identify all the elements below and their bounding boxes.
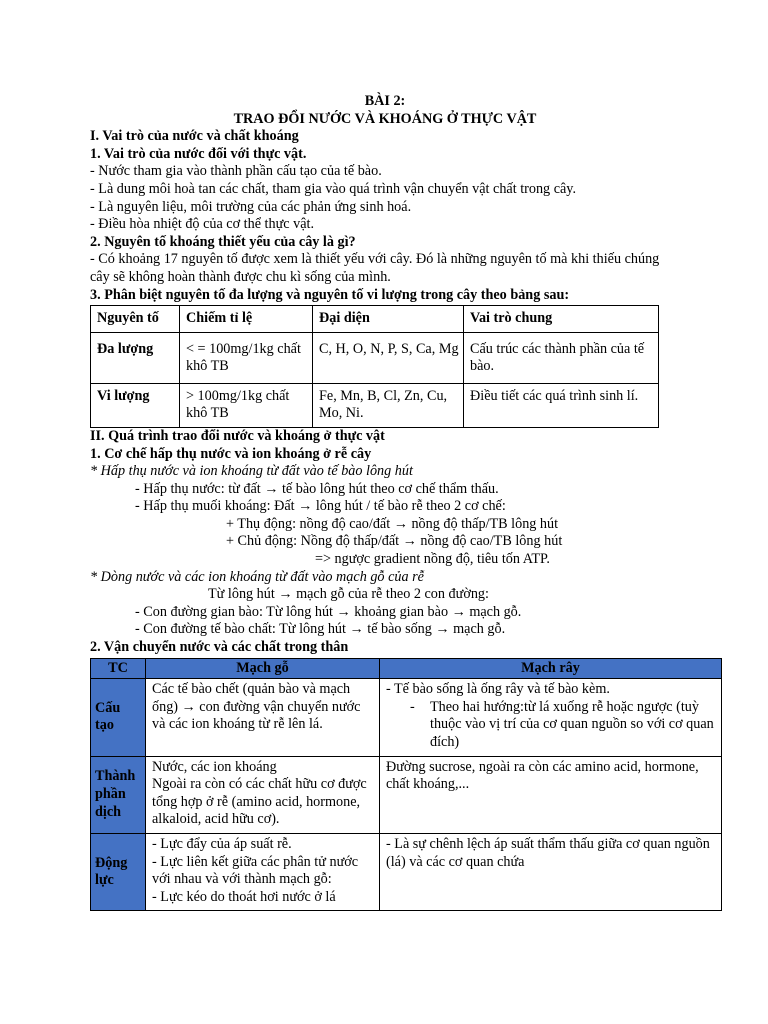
table-row [91,833,722,910]
table-row [91,679,722,756]
table-header-cell: Vai trò chung [464,306,659,333]
row-label: Động lực [91,833,146,910]
cell-line: Ngoài ra còn có các chất hữu cơ được tổng hợp ở rễ (amino acid, hormone, alkaloid, acid hữu cơ). [152,776,367,828]
table-cell: Vi lượng [91,383,180,427]
section-2-heading: II. Quá trình trao đổi nước và khoáng ở thực vật [90,427,385,444]
cell-bullet-line [386,699,717,752]
row-label: Cấu tạo [91,679,146,756]
table-header-cell: Đại diện [313,306,464,333]
document-page [90,93,714,911]
cell-line: - Lực kéo do thoát hơi nước ở lá [152,888,336,905]
section-2-2-heading: 2. Vận chuyển nước và các chất trong thân [90,639,349,656]
water-role-line: - Nước tham gia vào thành phần cấu tạo của tế bào. [90,163,382,180]
cell-line: Nước, các ion khoáng [152,758,277,775]
table-cell: Đường sucrose, ngoài ra còn các amino acid, hormone, chất khoáng,... [380,756,722,833]
table-header-cell: TC [91,658,146,679]
section-1-3-heading: 3. Phân biệt nguyên tố đa lượng và nguyên tố vi lượng trong cây theo bảng sau: [90,286,570,303]
table-cell: Các tế bào chết (quản bào và mạch ống) → con đường vận chuyển nước và các ion khoáng từ rễ lên lá. [146,679,380,756]
table-header-cell: Chiếm tỉ lệ [180,306,313,333]
essential-elements-text: - Có khoảng 17 nguyên tố được xem là thiết yếu với cây. Đó là những nguyên tố mà khi thiếu chúng cây sẽ không hoàn thành được chu kì sống của mình. [90,251,660,285]
table-cell: Cấu trúc các thành phần của tế bào. [464,332,659,383]
elements-table [90,305,659,428]
table-cell [146,756,380,833]
section-2-1-heading: 1. Cơ chế hấp thụ nước và ion khoáng ở rễ cây [90,445,372,462]
absorption-line: + Thụ động: nồng độ cao/đất → nồng độ thấp/TB lông hút [226,515,559,532]
bullet-dash: - [410,698,415,715]
water-role-line: - Điều hòa nhiệt độ của cơ thể thực vật. [90,216,314,233]
table-header-cell: Nguyên tố [91,306,180,333]
table-row [91,332,659,383]
transport-table [90,658,722,912]
table-header-cell: Mạch gỗ [146,658,380,679]
flow-line: - Con đường gian bào: Từ lông hút → khoảng gian bào → mạch gỗ. [135,603,522,620]
lesson-number: BÀI 2: [364,93,406,109]
table-cell [146,833,380,910]
cell-line: - Tế bào sống là ống rây và tế bào kèm. [386,681,610,698]
section-1-1-heading: 1. Vai trò của nước đối với thực vật. [90,145,307,162]
cell-line: - Lực đẩy của áp suất rễ. [152,835,292,852]
absorption-subheading: * Hấp thụ nước và ion khoáng từ đất vào tế bào lông hút [90,463,413,480]
row-label: Thành phần dịch [91,756,146,833]
table-cell: < = 100mg/1kg chất khô TB [180,332,313,383]
table-row [91,756,722,833]
table-row [91,383,659,427]
flow-subheading: * Dòng nước và các ion khoáng từ đất vào mạch gỗ của rễ [90,568,424,585]
table-cell: - Là sự chênh lệch áp suất thẩm thấu giữa cơ quan nguồn (lá) và các cơ quan chứa [380,833,722,910]
absorption-line: => ngược gradient nồng độ, tiêu tốn ATP. [315,551,550,568]
table-cell: Fe, Mn, B, Cl, Zn, Cu, Mo, Ni. [313,383,464,427]
cell-line: - Lực liên kết giữa các phân tử nước với nhau và với thành mạch gỗ: [152,853,359,888]
lesson-title: TRAO ĐỔI NƯỚC VÀ KHOÁNG Ở THỰC VẬT [233,110,537,127]
absorption-line: - Hấp thụ nước: từ đất → tế bào lông hút theo cơ chế thẩm thấu. [135,480,499,497]
section-1-2-heading: 2. Nguyên tố khoáng thiết yếu của cây là gì? [90,233,356,250]
flow-line: - Con đường tế bào chất: Từ lông hút → tế bào sống → mạch gỗ. [135,621,506,638]
table-cell [380,679,722,756]
table-cell: Điều tiết các quá trình sinh lí. [464,383,659,427]
table-header-row [91,658,722,679]
section-1-heading: I. Vai trò của nước và chất khoáng [90,128,299,145]
table-cell: Đa lượng [91,332,180,383]
absorption-line: + Chủ động: Nồng độ thấp/đất → nồng độ cao/TB lông hút [226,533,563,550]
table-header-cell: Mạch rây [380,658,722,679]
table-cell: > 100mg/1kg chất khô TB [180,383,313,427]
table-header-row [91,306,659,333]
table-cell: C, H, O, N, P, S, Ca, Mg [313,332,464,383]
absorption-line: - Hấp thụ muối khoáng: Đất → lông hút / tế bào rễ theo 2 cơ chế: [135,498,506,515]
water-role-line: - Là dung môi hoà tan các chất, tham gia vào quá trình vận chuyển vật chất trong cây. [90,180,577,197]
cell-line: Theo hai hướng:từ lá xuống rễ hoặc ngược (tuỳ thuộc vào vị trí của cơ quan nguồn so với cơ quan đích) [430,698,714,750]
water-role-line: - Là nguyên liệu, môi trường của các phản ứng sinh hoá. [90,198,412,215]
flow-line: Từ lông hút → mạch gỗ của rễ theo 2 con đường: [208,586,489,603]
